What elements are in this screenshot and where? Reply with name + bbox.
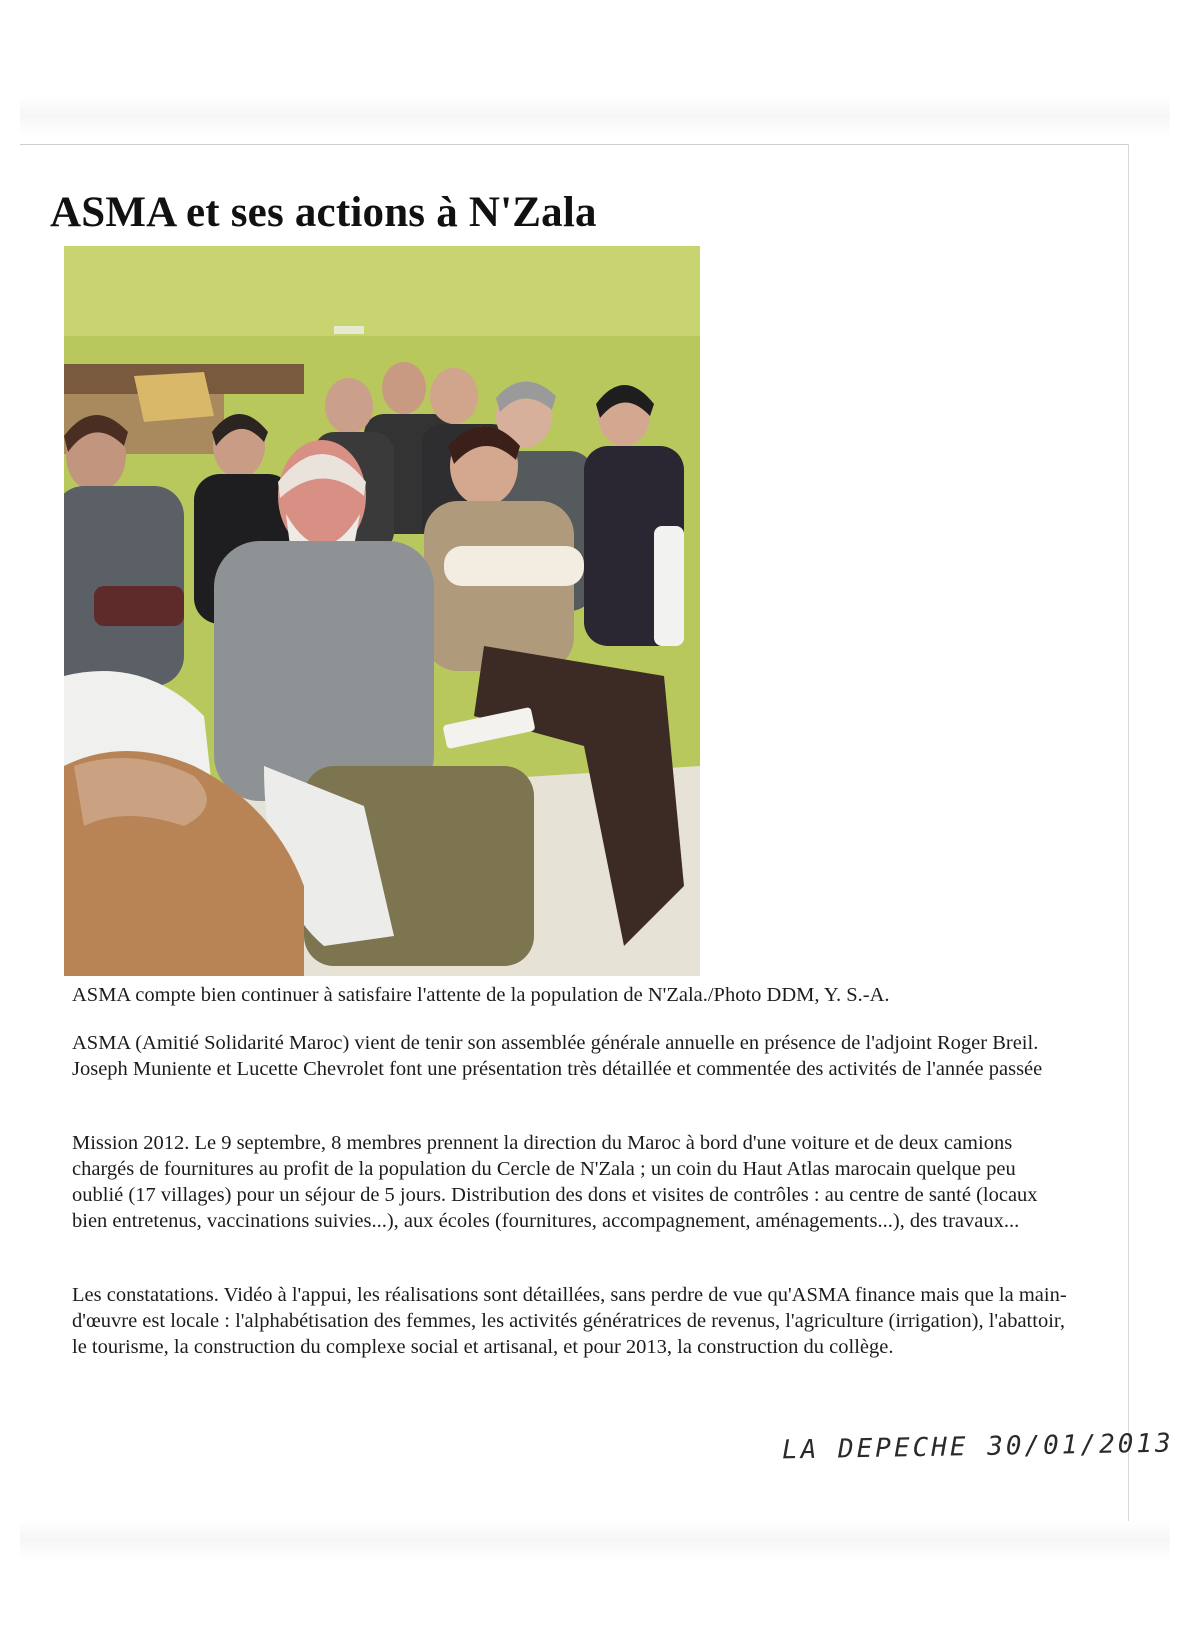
article-paragraph-1: ASMA (Amitié Solidarité Maroc) vient de tenir son assemblée générale annuelle en présence de l'adjoint Roger Breil. Joseph Muniente et Lucette Chevrolet font une présentation très détaillée et commentée des activités de l'année passée — [72, 1032, 1043, 1080]
handwritten-source-note: LA DEPECHE 30/01/2013 — [781, 1428, 1174, 1466]
article-title: ASMA et ses actions à N'Zala — [50, 189, 597, 236]
article-paragraph-3: Les constatations. Vidéo à l'appui, les réalisations sont détaillées, sans perdre de vue qu'ASMA finance mais que la main-d'œuvre est locale : l'alphabétisation des femmes, les activités génératrices de revenus, l'agriculture (irrigation), l'abattoir, le tourisme, la construction du complexe social et artisanal, et pour 2013, la construction du collège. — [72, 1284, 1067, 1358]
scan-shadow-bottom — [20, 1520, 1170, 1560]
article-paragraph-2: Mission 2012. Le 9 septembre, 8 membres prennent la direction du Maroc à bord d'une voiture et de deux camions chargés de fournitures au profit de la population du Cercle de N'Zala ; un coin du Haut Atlas marocain quelque peu oublié (17 villages) pour un séjour de 5 jours. Distribution des dons et visites de contrôles : au centre de santé (locaux bien entretenus, vaccinations suivies...), aux écoles (fournitures, accompagnement, aménagements...), des travaux... — [72, 1132, 1038, 1232]
article-photo — [64, 246, 700, 976]
audience-photo-illustration — [64, 246, 700, 976]
photo-caption: ASMA compte bien continuer à satisfaire l'attente de la population de N'Zala./Photo DDM, Y. S.-A. — [72, 984, 890, 1006]
scan-shadow-top — [20, 96, 1170, 136]
